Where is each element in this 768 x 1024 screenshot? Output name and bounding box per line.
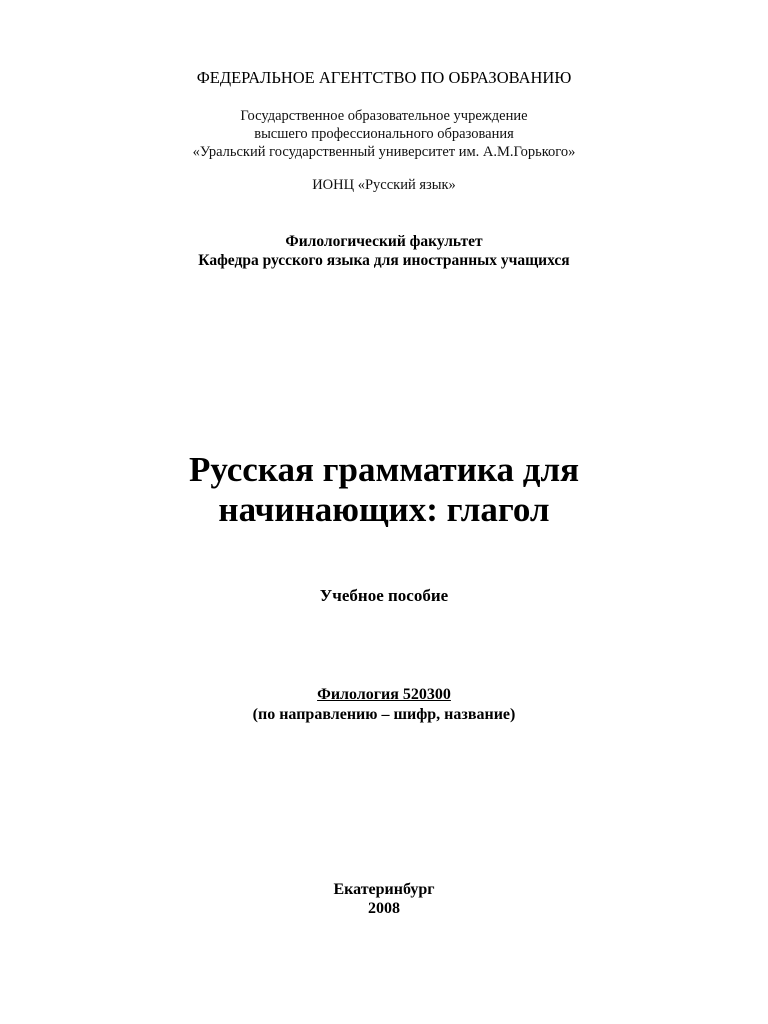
chair-name: Кафедра русского языка для иностранных учащихся [198,252,570,269]
institution-line-3: «Уральский государственный университет им. А.М.Горького» [192,144,576,160]
specialty-code: Филология 520300 [317,686,451,703]
institution-line-2: высшего профессионального образования [254,126,514,142]
publication-year: 2008 [368,900,400,917]
center-name: ИОНЦ «Русский язык» [312,177,456,193]
faculty-name: Филологический факультет [285,233,483,250]
book-subtitle: Учебное пособие [319,586,449,605]
specialty-note: (по направлению – шифр, название) [252,706,516,723]
book-title-line-2: начинающих: глагол [218,490,550,529]
institution-line-1: Государственное образовательное учреждение [240,108,528,124]
publication-city: Екатеринбург [333,881,435,898]
agency-heading: ФЕДЕРАЛЬНОЕ АГЕНТСТВО ПО ОБРАЗОВАНИЮ [196,68,572,87]
book-title-line-1: Русская грамматика для [188,450,580,489]
